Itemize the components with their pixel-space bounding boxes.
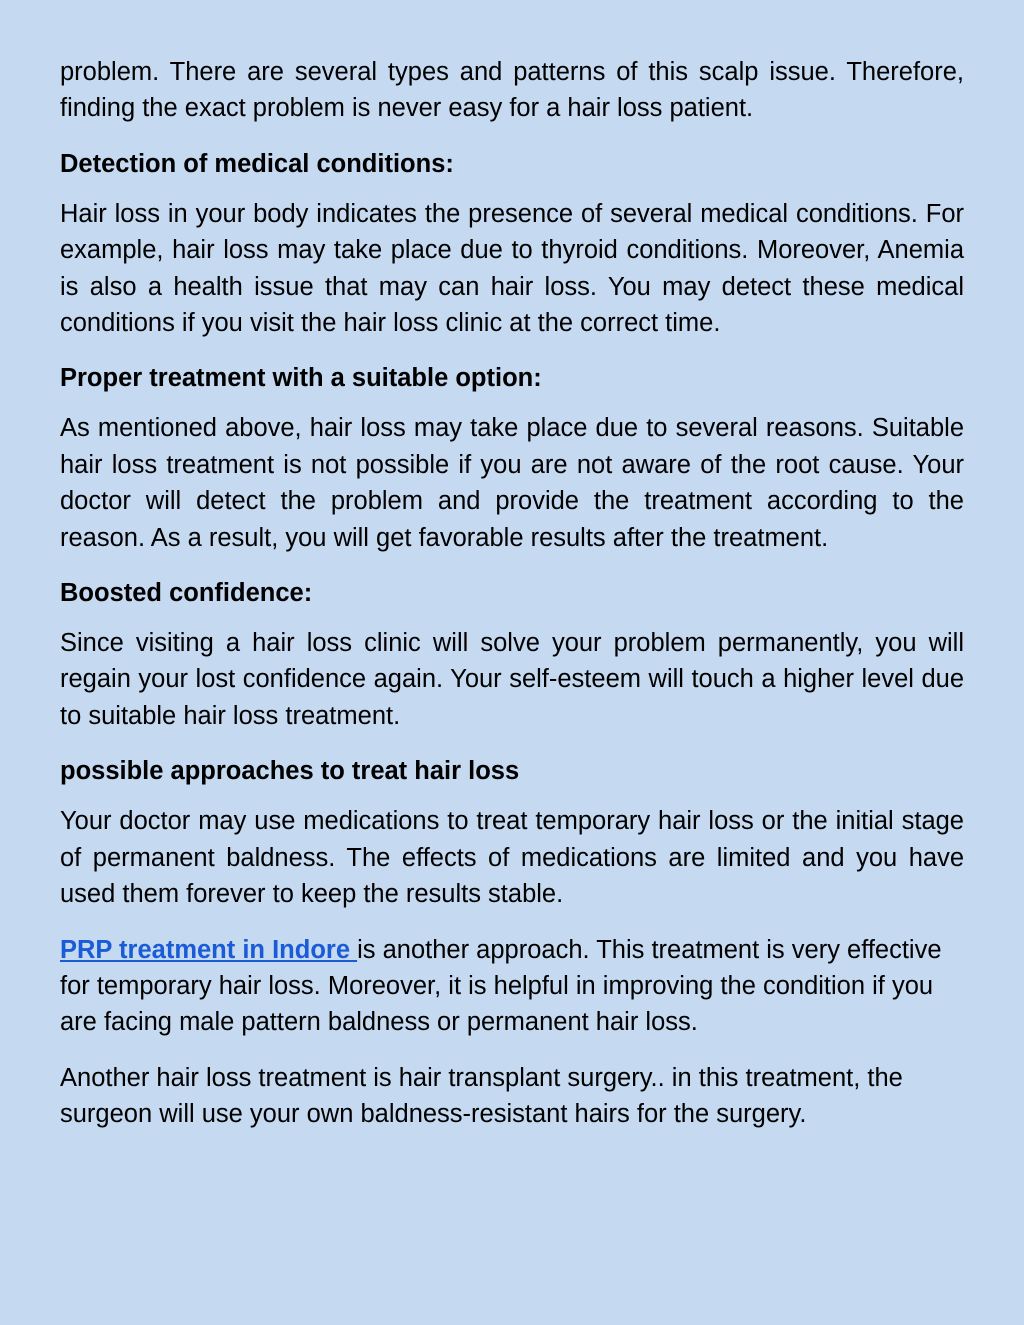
section-heading-proper-treatment: Proper treatment with a suitable option: xyxy=(60,364,542,393)
prp-paragraph-text: is another approach. This treatment is very effective for temporary hair loss. Moreover, it is helpful in improving the condition if you are facing male pattern baldness or permanent hair loss. xyxy=(60,935,942,1037)
section-body-proper-treatment: As mentioned above, hair loss may take place due to several reasons. Suitable hair loss treatment is not possible if you are not aware of the root cause. Your doctor will detect the problem and provide the treatment according to the reason. As a result, you will get favorable results after the treatment. xyxy=(60,414,964,552)
prp-treatment-link[interactable]: PRP treatment in Indore xyxy=(60,935,358,964)
section-body-boosted-confidence: Since visiting a hair loss clinic will solve your problem permanently, you will regain your lost confidence again. Your self-esteem will touch a higher level due to suitable hair loss treatment. xyxy=(60,629,964,730)
section-body-possible-approaches: Your doctor may use medications to treat temporary hair loss or the initial stage of permanent baldness. The effects of medications are limited and you have used them forever to keep the results stable. xyxy=(60,807,964,909)
prp-paragraph xyxy=(60,932,964,1041)
transplant-paragraph: Another hair loss treatment is hair transplant surgery.. in this treatment, the surgeon will use your own baldness-resistant hairs for the surgery. xyxy=(60,1063,903,1129)
section-heading-boosted-confidence: Boosted confidence: xyxy=(60,579,313,608)
section-heading-possible-approaches: possible approaches to treat hair loss xyxy=(60,757,520,786)
section-body-medical-conditions: Hair loss in your body indicates the presence of several medical conditions. For example, hair loss may take place due to thyroid conditions. Moreover, Anemia is also a health issue that may can hair loss. You may detect these medical conditions if you visit the hair loss clinic at the correct time. xyxy=(60,199,964,338)
intro-paragraph: problem. There are several types and patterns of this scalp issue. Therefore, finding the exact problem is never easy for a hair loss patient. xyxy=(60,58,964,123)
section-heading-medical-conditions: Detection of medical conditions: xyxy=(60,149,454,178)
